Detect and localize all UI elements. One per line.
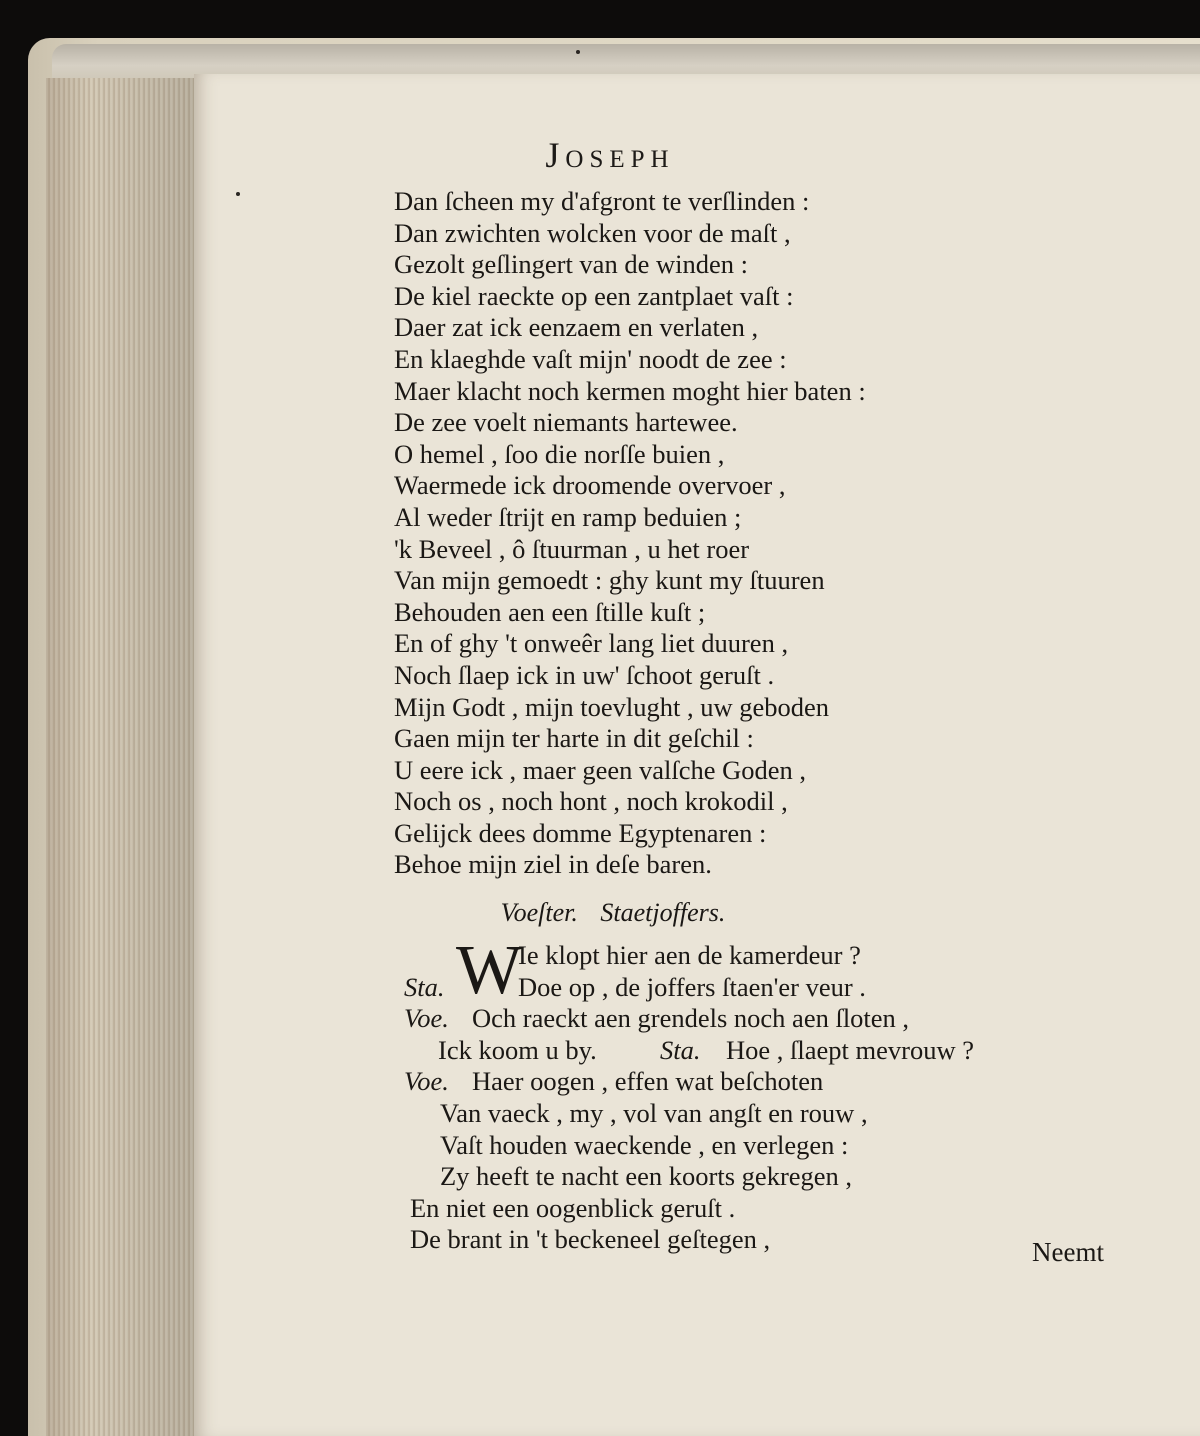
verse-line: Maer klacht noch kermen moght hier baten : [394,375,866,406]
running-header: Joseph [545,135,675,175]
verse-line: Noch ſlaep ick in uw' ſchoot geruſt . [394,659,775,690]
verse-line: En of ghy 't onweêr lang liet duuren , [394,628,789,659]
verse-line: De kiel raeckte op een zantplaet vaſt : [394,280,794,311]
dialog-line [404,1003,1164,1035]
dialog-text: Och raeckt aen grendels noch aen ſloten , [472,1003,910,1034]
catchword: Neemt [1032,1237,1104,1267]
dialog-text: Ick koom u by. [438,1034,597,1065]
dialog-text: Vaſt houden waeckende , en verlegen : [440,1129,849,1160]
verse-line: Al weder ſtrijt en ramp beduien ; [394,501,742,532]
verse-line: De zee voelt niemants hartewee. [394,407,738,438]
verse-line: Behouden aen een ſtille kuſt ; [394,596,706,627]
verse-line: Daer zat ick eenzaem en verlaten , [394,312,759,343]
dialog-text: Hoe , ſlaept mevrouw ? [726,1034,974,1065]
speaker-label: Voe. [404,1003,449,1034]
page-fore-edge [46,78,196,1436]
dialog-text: Doe op , de joffers ſtaen'er veur . [518,971,866,1002]
verse-line: O hemel , ſoo die norſſe buien , [394,438,725,469]
dialog-line [404,1130,1164,1162]
dialog-line [404,1098,1164,1130]
speaker-label: Sta. [404,971,445,1002]
verse-line: Dan zwichten wolcken voor de maſt , [394,217,791,248]
verse-line: En klaeghde vaſt mijn' noodt de zee : [394,343,787,374]
speaker-heading: Voeſter. Staetjoffers. [500,898,726,927]
dialog-text: Haer oogen , effen wat beſchoten [472,1066,824,1097]
dialog-line [404,940,1164,972]
verse-line: 'k Beveel , ô ſtuurman , u het roer [394,533,750,564]
dialog-text: En niet een oogenblick geruſt . [410,1192,736,1223]
dialog-line [404,1193,1164,1225]
verse-line: Gezolt geſlingert van de winden : [394,249,748,280]
dialog-line [404,972,1164,1004]
drop-cap: W [456,932,523,1009]
verse-line: Gelijck dees domme Egyptenaren : [394,817,767,848]
verse-line: Gaen mijn ter harte in dit geſchil : [394,723,754,754]
dialog-block [404,932,1164,1256]
ink-speck [576,50,580,54]
verse-line: Dan ſcheen my d'afgront te verſlinden : [394,186,810,216]
verse-line: Waermede ick droomende overvoer , [394,470,786,501]
ink-speck [236,192,240,196]
verse-block [394,186,866,881]
dialog-text: Zy heeft te nacht een koorts gekregen , [440,1161,853,1192]
verse-line: Mijn Godt , mijn toevlught , uw geboden [394,691,830,722]
dialog-line [404,1035,1164,1067]
verse-line: U eere ick , maer geen valſche Goden , [394,754,807,785]
dialog-text: Ie klopt hier aen de kamerdeur ? [518,940,861,970]
dialog-text: De brant in 't beckeneel geſtegen , [410,1224,771,1255]
verse-line: Noch os , noch hont , noch krokodil , [394,786,788,817]
verse-line: Van mijn gemoedt : ghy kunt my ſtuuren [394,565,825,596]
dialog-text: Van vaeck , my , vol van angſt en rouw , [440,1097,868,1128]
speaker-label: Voe. [404,1066,449,1097]
speaker-label: Sta. [660,1034,701,1065]
dialog-line [404,1161,1164,1193]
verse-line: Behoe mijn ziel in deſe baren. [394,849,712,880]
dialog-line [404,1066,1164,1098]
